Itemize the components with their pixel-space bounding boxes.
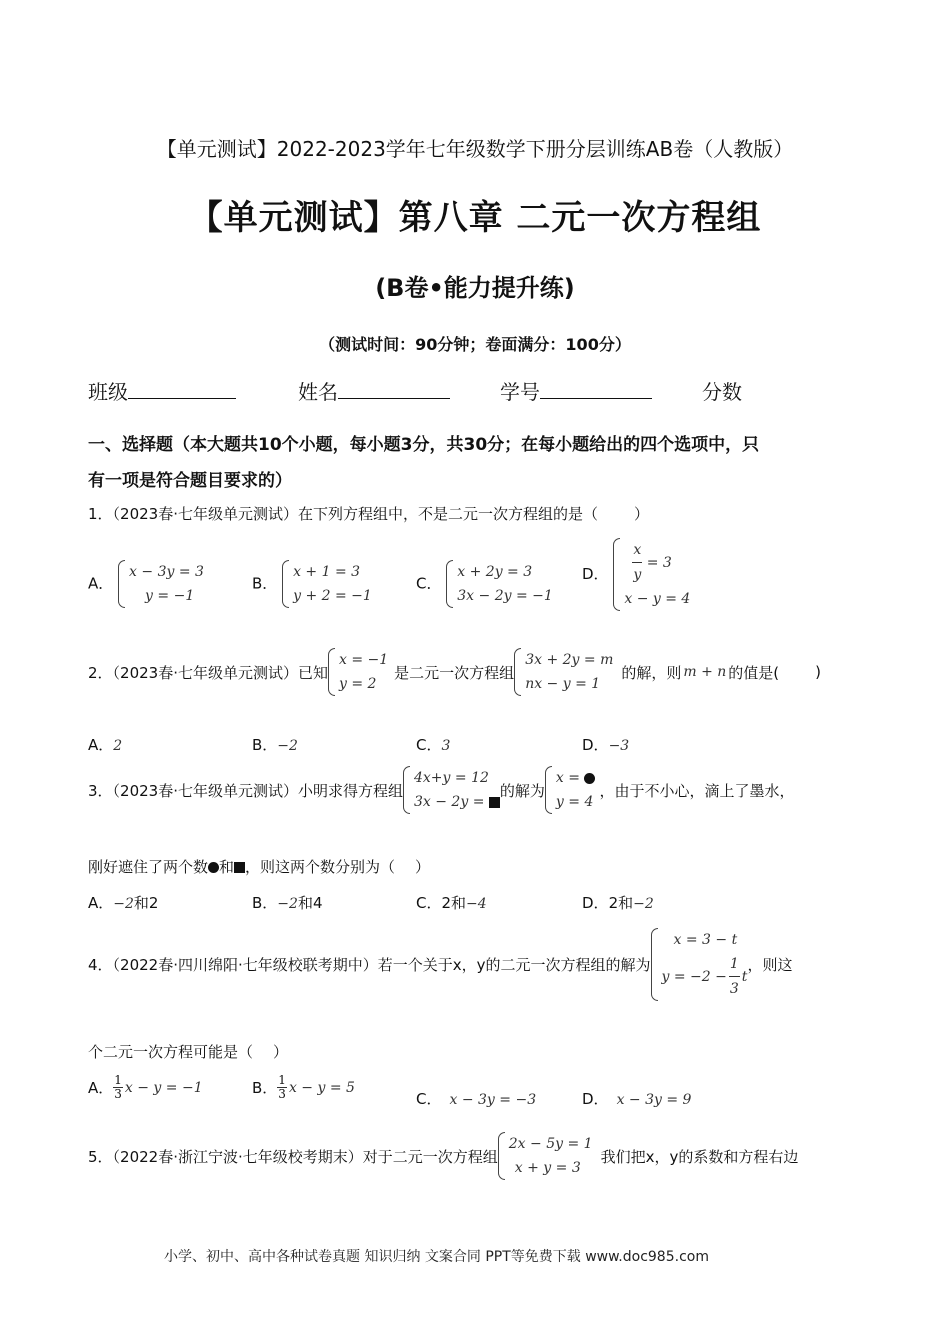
ink-square-icon <box>234 862 245 873</box>
q3-sys1-eq2 <box>414 790 500 814</box>
option-value-b: 和2 <box>133 894 159 912</box>
q5-equation-system <box>498 1132 593 1180</box>
q3-close: ） <box>415 858 431 876</box>
score-label: 分数 <box>702 380 742 404</box>
q2-suffix2: 的值是( <box>728 663 780 682</box>
option-value: 2 <box>113 738 123 754</box>
doc-subtitle: (B卷•能力提升练) <box>375 274 575 302</box>
q5-suffix: 我们把x，y的系数和方程右边 <box>600 1147 799 1166</box>
q5-stem <box>88 1132 798 1180</box>
q1-d-fraction <box>632 538 642 587</box>
q2-option-c[interactable] <box>416 734 450 755</box>
q2-solution-system <box>328 648 388 696</box>
q3-prefix: 3．（2023春·七年级单元测试）小明求得方程组 <box>88 781 403 800</box>
q1-b-eq1: x + 1 = 3 <box>293 564 361 580</box>
option-label: D． <box>582 736 609 754</box>
q3-line2-a: 刚好遮住了两个数 <box>88 858 209 876</box>
frac-den: y <box>633 567 642 583</box>
q4-sys-eq1: x = 3 − t <box>673 932 738 948</box>
q3-sys2-eq1-text: x = <box>555 770 580 786</box>
q4-solution-system <box>651 928 748 1001</box>
option-label: D． <box>582 565 609 583</box>
q3-solution-system <box>545 766 596 814</box>
q4-sys-eq2-a: y = −2 − <box>661 968 727 985</box>
option-value-b: 和4 <box>297 894 323 912</box>
name-label: 姓名 <box>298 380 338 404</box>
q2-option-b[interactable] <box>252 734 298 755</box>
option-label: B． <box>252 574 278 593</box>
option-value: x − y = 5 <box>288 1079 355 1096</box>
q4-stem-line2 <box>88 1041 288 1062</box>
q2-expression: m + n <box>683 664 727 680</box>
q4-b-fraction <box>277 1074 287 1101</box>
q3-sys1-eq1: 4x+y = 12 <box>414 770 489 786</box>
q4-option-a[interactable] <box>88 1074 203 1101</box>
q5-sys-eq2: x + y = 3 <box>514 1160 581 1176</box>
class-field <box>88 376 236 405</box>
q3-suffix: ，由于不小心，滴上了墨水， <box>599 781 795 800</box>
option-value-a: −2 <box>277 896 298 912</box>
frac-num: 1 <box>278 1073 286 1087</box>
ink-dot-icon <box>208 862 219 873</box>
ink-square-icon <box>489 797 500 808</box>
q5-sys-eq1: 2x − 5y = 1 <box>508 1136 593 1152</box>
option-value-b: −2 <box>633 896 654 912</box>
number-label: 学号 <box>500 380 540 404</box>
class-label: 班级 <box>88 380 128 404</box>
option-value-a: 2和 <box>441 894 467 912</box>
q1-option-a[interactable] <box>88 560 204 608</box>
option-label: B． <box>252 736 278 754</box>
number-field <box>500 376 652 405</box>
q5-prefix: 5．（2022春·浙江宁波·七年级校考期末）对于二元一次方程组 <box>88 1147 498 1166</box>
q4-option-d[interactable] <box>582 1088 691 1109</box>
frac-num: 1 <box>729 952 740 977</box>
q1-text: 1．（2023春·七年级单元测试）在下列方程组中，不是二元一次方程组的是（ <box>88 505 598 523</box>
q4-sys-eq2-b: t <box>741 968 748 985</box>
q4-option-c[interactable] <box>416 1088 536 1109</box>
option-label: A． <box>88 894 114 912</box>
q1-c-eq1: x + 2y = 3 <box>457 564 533 580</box>
option-label: A． <box>88 1079 114 1097</box>
q1-option-b[interactable] <box>252 560 372 608</box>
q1-a-eq2: y = −1 <box>145 588 195 604</box>
q2-sys2-eq1: 3x + 2y = m <box>525 652 614 668</box>
q4-prefix: 4．（2022春·四川绵阳·七年级校联考期中）若一个关于x，y的二元一次方程组的解为 <box>88 956 651 974</box>
q2-close: ) <box>815 663 822 681</box>
option-value: −2 <box>277 738 298 754</box>
option-value: x − 3y = 9 <box>616 1092 692 1108</box>
q4-suffix: ，则这 <box>747 956 793 974</box>
frac-num: x <box>632 538 642 563</box>
option-value: x − y = −1 <box>124 1079 203 1096</box>
q1-stem <box>88 503 649 524</box>
q3-line2-c: ，则这两个数分别为（ <box>245 858 396 876</box>
option-label: B． <box>252 1079 278 1097</box>
q2-prefix: 2．（2023春·七年级单元测试）已知 <box>88 663 328 682</box>
q2-sys1-eq2: y = 2 <box>339 676 377 692</box>
frac-den: 3 <box>729 981 739 997</box>
q2-stem <box>88 648 821 696</box>
section1-line2: 有一项是符合题目要求的） <box>88 471 292 491</box>
option-label: D． <box>582 1090 609 1108</box>
frac-den: 3 <box>278 1087 286 1101</box>
q1-c-system <box>446 560 553 608</box>
frac-num: 1 <box>114 1073 122 1087</box>
option-label: C． <box>416 894 442 912</box>
q4-stem <box>88 928 792 1001</box>
q4-close: ） <box>273 1043 289 1061</box>
q1-a-system <box>118 560 204 608</box>
option-value: x − 3y = −3 <box>449 1092 537 1108</box>
doc-header: 【单元测试】2022-2023学年七年级数学下册分层训练AB卷（人教版） <box>156 137 794 161</box>
q1-option-c[interactable] <box>416 560 553 608</box>
q3-option-c[interactable] <box>416 892 487 913</box>
q3-stem <box>88 766 794 814</box>
q3-line2-b: 和 <box>219 858 235 876</box>
q4-option-b[interactable] <box>252 1074 355 1101</box>
option-value: −3 <box>608 738 630 754</box>
q3-sys1-eq2-text: 3x − 2y = <box>414 794 485 810</box>
option-label: C． <box>416 574 442 593</box>
q3-option-d[interactable] <box>582 892 654 913</box>
q3-mid: 的解为 <box>499 781 545 800</box>
q3-option-a[interactable] <box>88 892 158 913</box>
option-label: C． <box>416 736 442 754</box>
q4-line2: 个二元一次方程可能是（ <box>88 1043 254 1061</box>
option-label: B． <box>252 894 278 912</box>
q1-b-system <box>282 560 372 608</box>
q2-option-d[interactable] <box>582 734 629 755</box>
option-value-a: −2 <box>113 896 134 912</box>
q4-fraction <box>729 952 740 1001</box>
q3-equation-system <box>403 766 500 814</box>
q2-mid: 是二元一次方程组 <box>394 663 515 682</box>
option-value: 3 <box>441 738 451 754</box>
q1-c-eq2: 3x − 2y = −1 <box>457 588 553 604</box>
ink-dot-icon <box>584 773 595 784</box>
section1-line1: 一、选择题（本大题共10个小题，每小题3分，共30分；在每小题给出的四个选项中，只 <box>88 435 760 455</box>
option-label: D． <box>582 894 609 912</box>
q1-a-eq1: x − 3y = 3 <box>129 564 204 580</box>
q1-close: ） <box>634 505 650 523</box>
option-value-a: 2和 <box>608 894 634 912</box>
q4-sys-eq2 <box>662 952 748 1001</box>
q3-sys2-eq1 <box>556 766 596 790</box>
number-blank[interactable] <box>540 378 652 399</box>
name-blank[interactable] <box>338 378 450 399</box>
q3-sys2-eq2: y = 4 <box>555 794 594 810</box>
name-field <box>298 376 450 405</box>
doc-title: 【单元测试】第八章 二元一次方程组 <box>188 198 762 238</box>
option-value-b: −4 <box>466 896 487 912</box>
option-label: A． <box>88 736 114 754</box>
q1-b-eq2: y + 2 = −1 <box>293 588 372 604</box>
q2-equation-system <box>514 648 613 696</box>
q4-a-fraction <box>113 1074 123 1101</box>
q2-sys2-eq2: nx − y = 1 <box>525 676 601 692</box>
q3-option-b[interactable] <box>252 892 322 913</box>
option-label: C． <box>416 1090 442 1108</box>
class-blank[interactable] <box>128 378 236 399</box>
page-footer: 小学、初中、高中各种试卷真题 知识归纳 文案合同 PPT等免费下载 www.doc985.com <box>164 1249 709 1265</box>
q1-d-eq1-rhs: = 3 <box>646 554 672 571</box>
q1-d-eq2: x − y = 4 <box>624 591 691 607</box>
q1-option-d[interactable] <box>582 538 690 611</box>
q1-d-system <box>613 538 690 611</box>
q2-sys1-eq1: x = −1 <box>339 652 389 668</box>
frac-den: 3 <box>114 1087 122 1101</box>
test-info: （测试时间：90分钟；卷面满分：100分） <box>319 335 631 354</box>
q3-stem-line2 <box>88 856 430 877</box>
score-field <box>702 376 742 405</box>
q2-suffix1: 的解，则 <box>621 663 682 682</box>
option-label: A． <box>88 574 114 593</box>
q1-d-eq1 <box>624 538 690 587</box>
q2-option-a[interactable] <box>88 734 122 755</box>
